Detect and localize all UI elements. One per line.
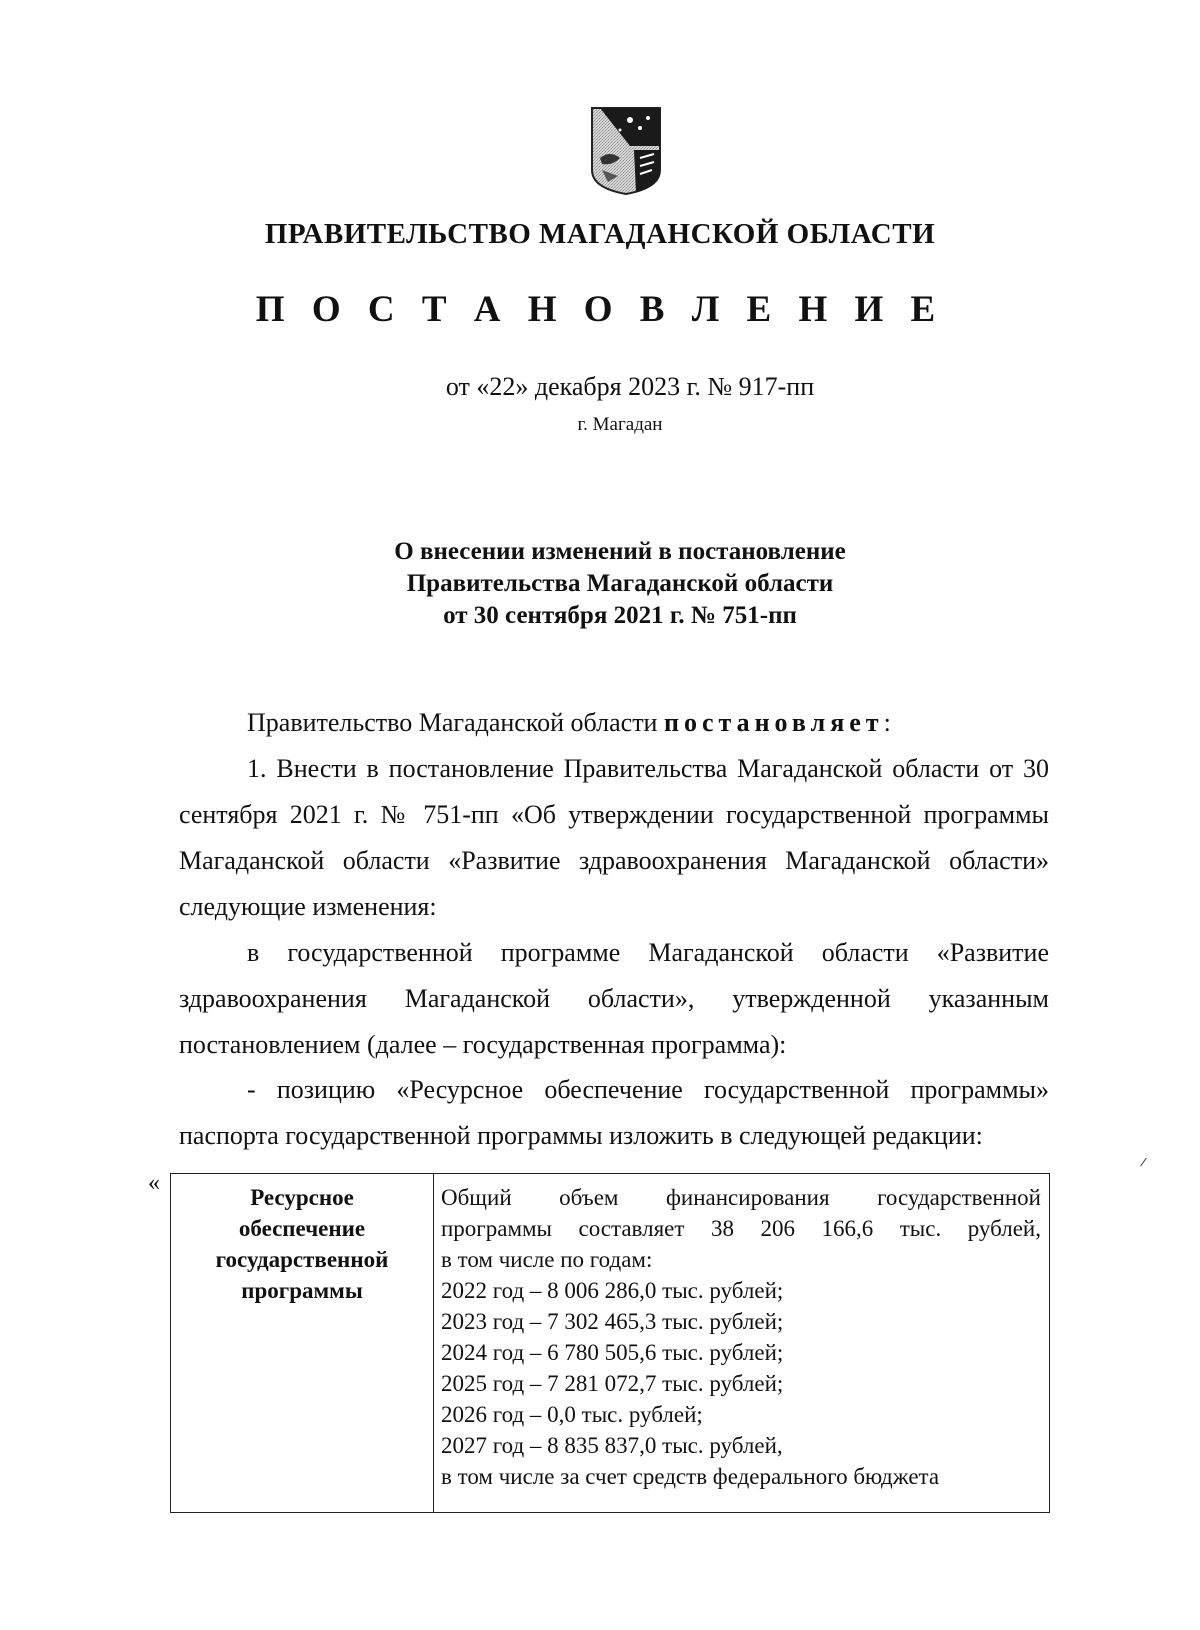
table-divider (433, 1174, 434, 1512)
paragraph-1: 1. Внести в постановление Правительства Магаданской области от 30 сентября 2021 г. № 751-пп «Об утверждении государственной программы Магаданской области «Развитие здравоохранения Магаданской области» следующие изменения: (179, 754, 1049, 921)
coat-of-arms-icon (590, 106, 662, 196)
subject-line: от 30 сентября 2021 г. № 751-пп (443, 602, 797, 629)
document-type-title: П О С Т А Н О В Л Е Н И Е (255, 289, 945, 330)
resource-table-header-cell (171, 1182, 433, 1306)
header-cell-line: программы (241, 1278, 363, 1303)
funding-intro-line: в том числе по годам: (441, 1247, 653, 1272)
preamble-keyword: постановляет (663, 708, 884, 737)
resource-table-value-cell (441, 1182, 1041, 1492)
funding-year-line: 2027 год – 8 835 837,0 тыс. рублей, (441, 1433, 783, 1458)
funding-year-line: 2026 год – 0,0 тыс. рублей; (441, 1402, 703, 1427)
subject-line: Правительства Магаданской области (406, 570, 834, 597)
header-cell-line: государственной (215, 1247, 389, 1272)
funding-year-line: 2025 год – 7 281 072,7 тыс. рублей; (441, 1371, 784, 1396)
preamble-paragraph (179, 700, 1049, 746)
organization-title: ПРАВИТЕЛЬСТВО МАГАДАНСКОЙ ОБЛАСТИ (264, 218, 936, 250)
paragraph-3: - позицию «Ресурсное обеспечение государственной программы» паспорта государственной программы изложить в следующей редакции: (179, 1075, 1049, 1150)
preamble-text: Правительство Магаданской области (247, 708, 664, 737)
opening-quote: « (148, 1170, 160, 1196)
document-city: г. Магадан (577, 414, 663, 435)
document-date-number: от «22» декабря 2023 г. № 917-пп (445, 372, 815, 401)
scan-mark (1140, 1158, 1147, 1167)
subject-line: О внесении изменений в постановление (394, 538, 846, 565)
header-cell-line: обеспечение (238, 1216, 366, 1241)
funding-intro-line: Общий объем финансирования государственной (441, 1185, 1041, 1210)
header-cell-line: Ресурсное (250, 1185, 354, 1210)
funding-year-line: 2022 год – 8 006 286,0 тыс. рублей; (441, 1278, 784, 1303)
document-subject (0, 536, 1200, 632)
paragraph-2: в государственной программе Магаданской области «Развитие здравоохранения Магаданской области», утвержденной указанным постановлением (далее – государственная программа): (179, 938, 1049, 1059)
funding-year-line: 2024 год – 6 780 505,6 тыс. рублей; (441, 1340, 784, 1365)
funding-source-line: в том числе за счет средств федерального бюджета (441, 1464, 940, 1489)
funding-year-line: 2023 год – 7 302 465,3 тыс. рублей; (441, 1309, 784, 1334)
funding-intro-line: программы составляет 38 206 166,6 тыс. рублей, (441, 1216, 1041, 1241)
resource-table (170, 1173, 1050, 1513)
preamble-colon: : (883, 708, 891, 737)
